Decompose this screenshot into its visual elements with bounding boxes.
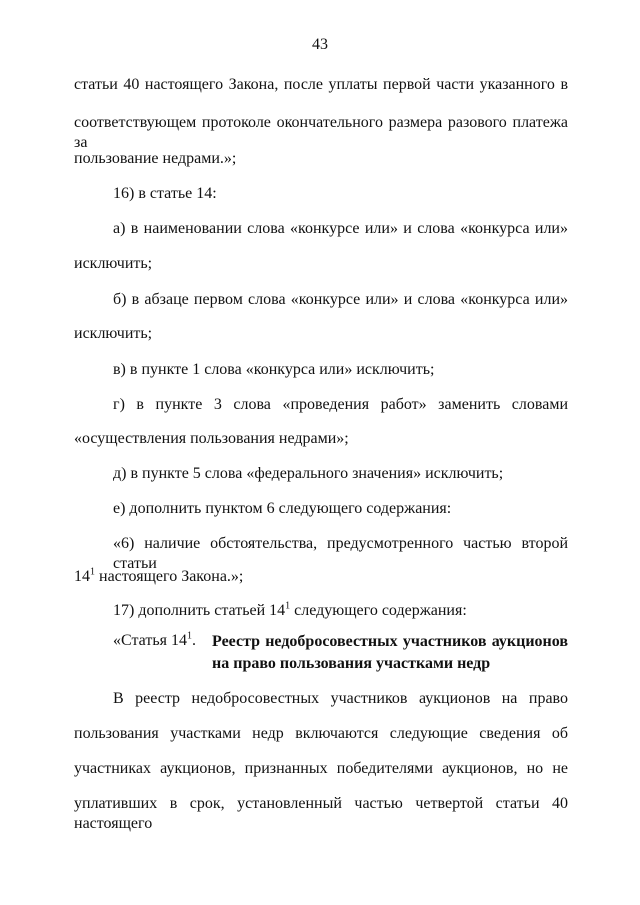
text-line: г) в пункте 3 слова «проведения работ» заменить словами bbox=[113, 396, 568, 413]
text-fragment: . bbox=[191, 632, 196, 649]
text-fragment: «Статья 14 bbox=[113, 632, 187, 649]
text-line bbox=[74, 567, 243, 587]
text-line: исключить; bbox=[74, 255, 153, 272]
text-line: исключить; bbox=[74, 325, 153, 342]
page-number: 43 bbox=[312, 36, 328, 53]
text-fragment: следующего содержания: bbox=[290, 602, 467, 619]
text-line: «6) наличие обстоятельства, предусмотренного частью второй статьи bbox=[113, 535, 568, 572]
text-line: «осуществления пользования недрами»; bbox=[74, 430, 349, 447]
text-line: б) в абзаце первом слова «конкурсе или» и слова «конкурса или» bbox=[113, 291, 568, 308]
list-item-17 bbox=[113, 601, 467, 621]
superscript: 1 bbox=[186, 630, 192, 642]
text-line: уплативших в срок, установленный частью четвертой статьи 40 настоящего bbox=[74, 795, 568, 832]
text-line: соответствующем протоколе окончательного размера разового платежа за bbox=[74, 114, 568, 151]
article-title: Реестр недобросовестных участников аукционов на право пользования участками недр bbox=[212, 633, 568, 672]
text-fragment: 17) дополнить статьей 14 bbox=[113, 602, 286, 619]
text-line: е) дополнить пунктом 6 следующего содержания: bbox=[113, 500, 452, 517]
text-line: пользования участками недр включаются следующие сведения об bbox=[74, 725, 568, 742]
text-line: В реестр недобросовестных участников аукционов на право bbox=[113, 690, 568, 707]
article-label bbox=[113, 631, 196, 651]
text-line: участниках аукционов, признанных победителями аукционов, но не bbox=[74, 760, 568, 777]
text-line: статьи 40 настоящего Закона, после уплаты первой части указанного в bbox=[74, 76, 568, 93]
text-fragment: настоящего Закона.»; bbox=[95, 568, 244, 585]
superscript: 1 bbox=[285, 600, 291, 612]
text-line: д) в пункте 5 слова «федерального значения» исключить; bbox=[113, 465, 504, 482]
superscript: 1 bbox=[90, 566, 95, 578]
list-item-16: 16) в статье 14: bbox=[113, 185, 217, 202]
text-line: пользование недрами.»; bbox=[74, 150, 237, 167]
text-fragment: 14 bbox=[74, 568, 90, 585]
text-line: в) в пункте 1 слова «конкурса или» исключить; bbox=[113, 361, 435, 378]
text-line: а) в наименовании слова «конкурсе или» и слова «конкурса или» bbox=[113, 220, 568, 237]
